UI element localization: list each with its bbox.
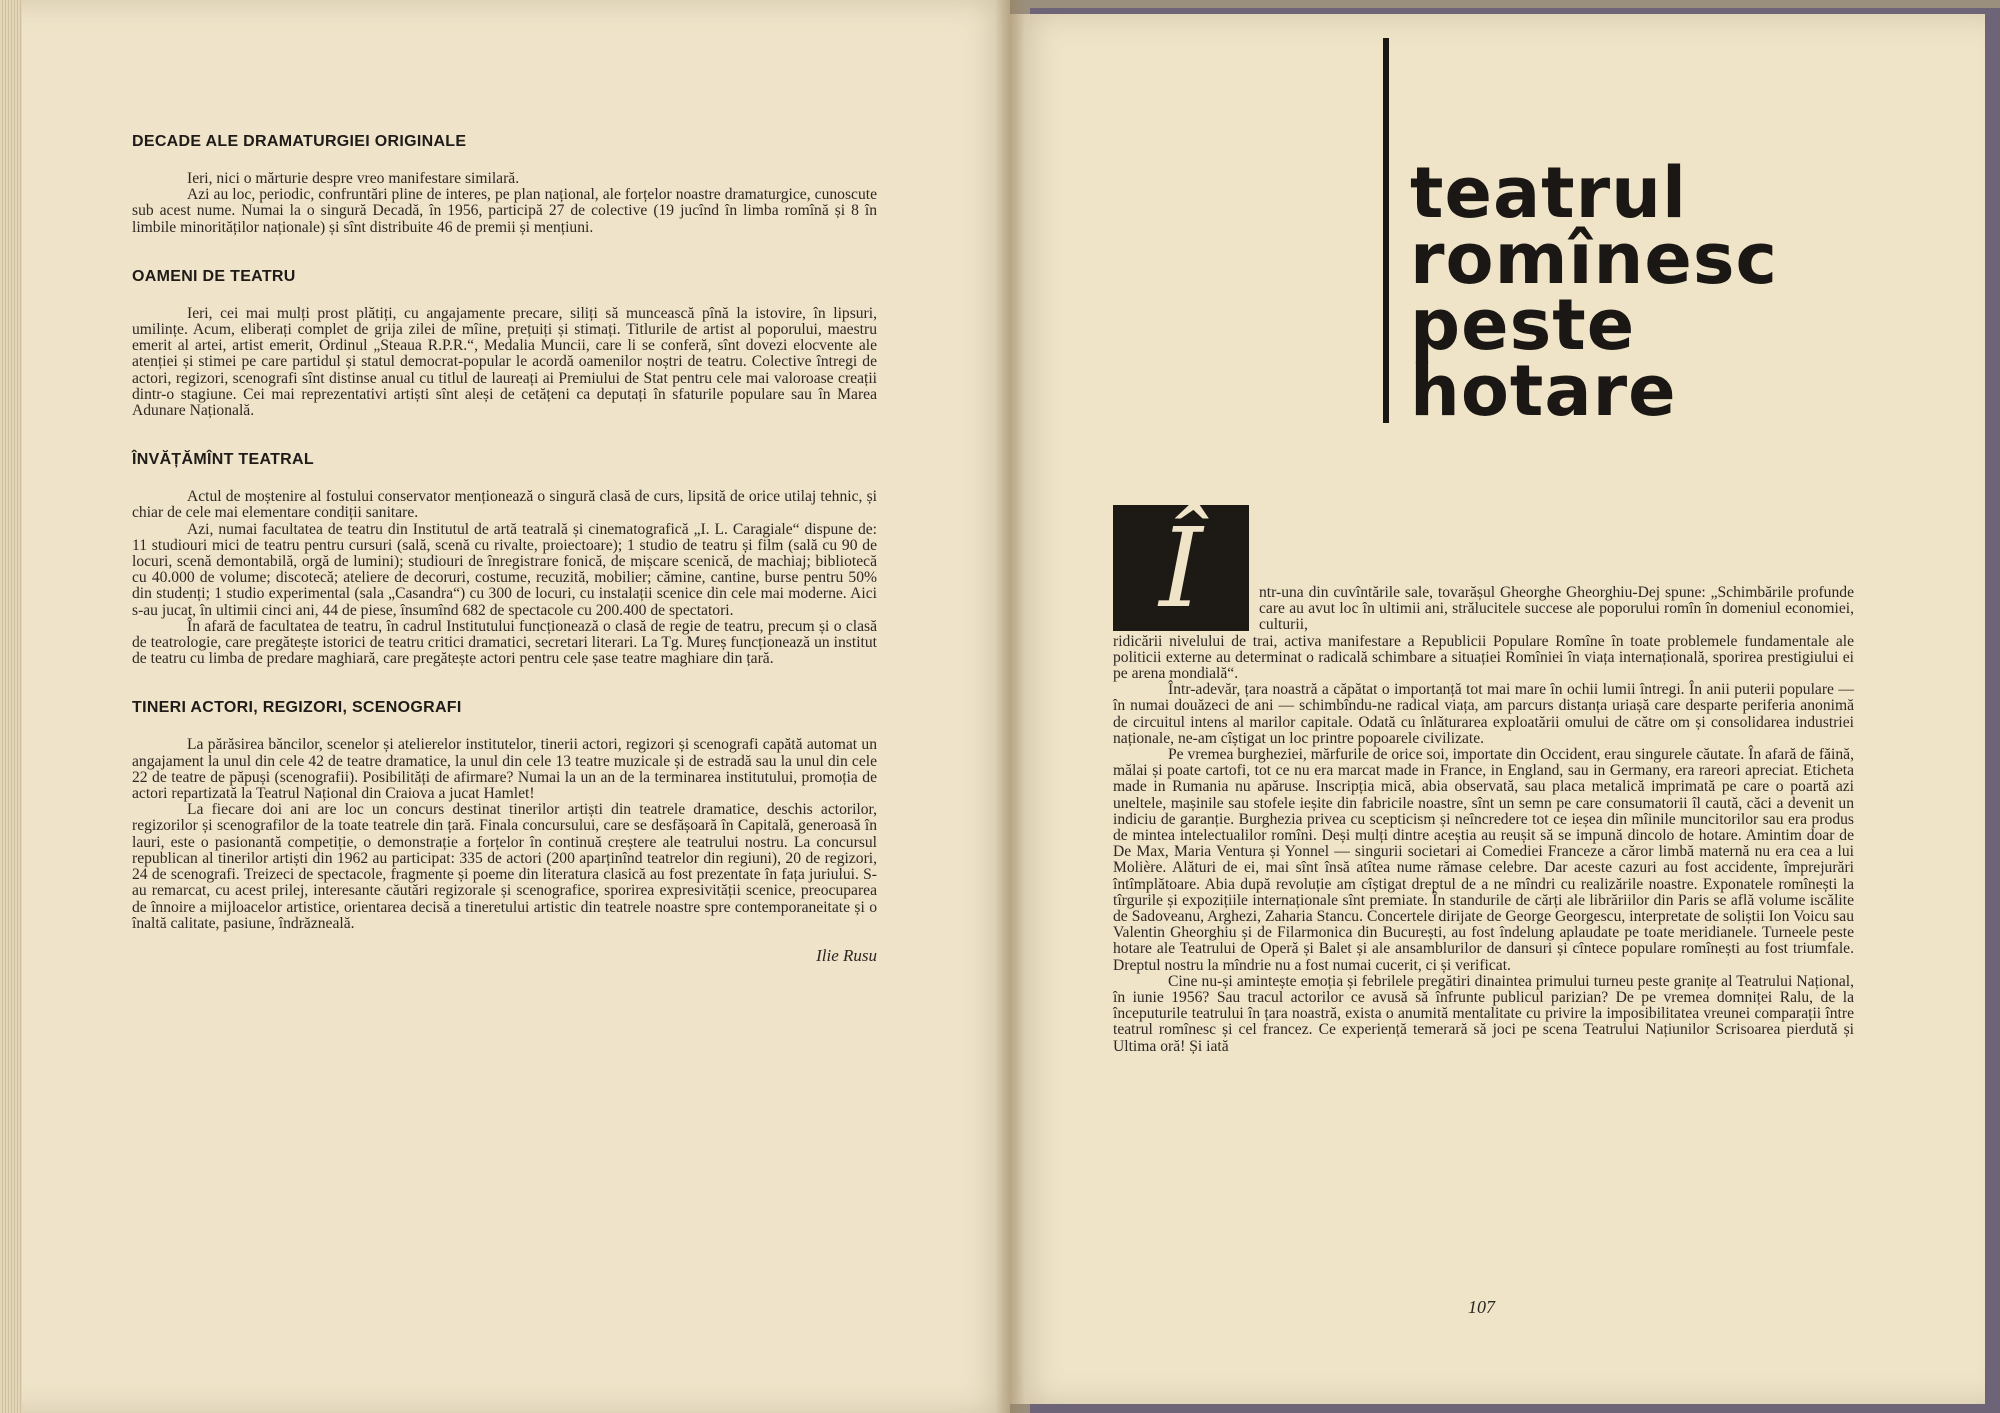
paragraph: Pe vremea burgheziei, mărfurile de orice soi, importate din Occident, erau singurele căutate. În afară de făină, mălai și poate cartofi, tot ce nu era marcat made in France, in England, sau in Germany, era rareori apreciat. Eticheta made in Rumania nu apăruse. Inscripția mică, abia observată, sau placa metalică imprimată pe care o poartă azi uneltele, mașinile sau stofele ieșite din fabricile noastre, sînt un semn pe care consumatorii îl caută, căci a devenit un indiciu de garanție. Burghezia privea cu scepticism și neîncredere tot ce ieșea din mîinile muncitorilor sau era produs de mintea intelectualilor romîni. Deși mulți dintre aceștia au reușit să se impună dincolo de hotare. Amintim doar de De Max, Maria Ventura și Yonnel — singurii societari ai Comediei Franceze a căror limbă maternă nu era cea a lui Molière. Alături de ei, mai sînt însă atîtea nume rămase celebre. Dar aceste cazuri au fost accidente, împrejurări întîmplătoare. Abia după revoluție am cîștigat dreptul de a ne mîndri cu realizările noastre. Exponatele romînești la tîrgurile și expozițiile internaționale sînt premiate. În standurile de cărți ale librăriilor din Paris se află volume iscălite de Sadoveanu, Arghezi, Zaharia Stancu. Concertele dirijate de George Georgescu, interpretate de soliștii Ion Voicu sau Valentin Gheorghiu și de Filarmonica din București, au fost îndelung aplaudate pe toate meridianele. Turneele peste hotare ale Teatrului de Operă și Balet și ale ansamblurilor de dansuri și cîntece populare romînești au fost triumfale. Dreptul nostru la mîndrie nu a fost numai cucerit, ci și verificat. [1113,746,1854,974]
section-decade [132,133,877,236]
title-line: teatrul [1410,152,1687,234]
paragraph: Azi, numai facultatea de teatru din Institutul de artă teatrală și cinematografică „I. L. Caragiale“ dispune de: 11 studiouri mici de teatru pentru cursuri (sală, scenă cu rivalte, proiectoare); 1 studio de teatru și film (sală cu 90 de locuri, scenă demontabilă, orgă de lumini); studiouri de înregistrare fonică, de mișcare scenică, de machiaj; bibliotecă cu 40.000 de volume; discotecă; ateliere de decoruri, costume, recuzită, mobilier; cămine, cantine, burse pentru 50% din studenți; 1 studio experimental (sala „Casandra“) cu 300 de locuri, cu instalații scenice din cele mai moderne. Aici s-au jucat, în ultimii cinci ani, 44 de piese, însumînd 682 de spectacole cu 200.400 de spectatori. [132,520,877,619]
title-line: peste [1410,284,1636,366]
paragraph: În afară de facultatea de teatru, în cadrul Institutului funcționează o clasă de regie de teatru, precum și o clasă de teatrologie, care pregătește istorici de teatru critici dramatici, secretari literari. La Tg. Mureș funcționează un institut de teatru cu limba de predare maghiară, care pregătește actori pentru cele șase teatre maghiare din țară. [132,617,877,668]
title-vertical-rule [1383,38,1389,423]
paragraph: Azi au loc, periodic, confruntări pline de interes, pe plan național, ale forțelor noastre dramaturgice, cunoscute sub acest nume. Numai la o singură Decadă, în 1956, participă 27 de colective (19 jucînd în limba romînă și 8 în limbile minorităților naționale) și sînt distribuite 46 de premii și mențiuni. [132,186,877,236]
section-title: ÎNVĂȚĂMÎNT TEATRAL [132,451,314,469]
left-article-column [132,133,877,998]
drop-cap: Î [1113,505,1249,631]
paragraph: ridicării nivelului de trai, activa manifestare a Republicii Populare Romîne în toate problemele fundamentale ale politicii externe au determinat o radicală schimbare a situației Romîniei în viața internațională, sporirea prestigiului ei pe arena mondială“. [1113,632,1854,683]
right-article-column [1113,585,1854,1055]
paragraph: Cine nu-și amintește emoția și febrilele pregătiri dinaintea primului turneu peste granițe al Teatrului Național, în iunie 1956? Sau tracul actorilor ce avusă să înfrunte publicul parizian? De pe vremea domniței Ralu, de la începuturile teatrului în țara noastră, exista o anumită mentalitate cu privire la imposibilitatea vreunei comparații între teatrul romînesc și cel francez. Ce experiență temerară să joci pe scena Teatrului Națiunilor Scrisoarea pierdută și Ultima oră! Și iată [1113,972,1854,1055]
section-title: OAMENI DE TEATRU [132,267,296,285]
article-title [1410,152,1970,432]
section-tineri [132,699,877,965]
paragraph: La fiecare doi ani are loc un concurs destinat tinerilor artiști din teatrele dramatice, deschis actorilor, regizorilor și scenografilor de la toate teatrele din țară. Finala concursului, care se desfășoară în Capitală, generoasă în lauri, este o pasionantă competiție, o demonstrație a forțelor în continuă creștere ale teatrului nostru. La concursul republican al tinerilor artiști din 1962 au participat: 335 de actori (200 aparținînd teatrelor din regiuni), 20 de regizori, 24 de scenografi. Treizeci de spectacole, fragmente și poeme din literatura clasică au fost prezentate în fața juriului. S-au remarcat, cu acest prilej, interesante căutări regizorale și scenografice, sporirea expresivității scenice, preocuparea de înnoire a mijloacelor artistice, orientarea decisă a tineretului artistic din teatrele noastre spre contemporaneitate și o înaltă calitate, pasiune, îndrăzneală. [132,801,877,932]
paragraph: La părăsirea băncilor, scenelor și atelierelor institutelor, tinerii actori, regizori și scenografi capătă automat un angajament la unul din cele 42 de teatre dramatice, la unul din cele 13 teatre muzicale și de estradă sau la unul din cele 22 de teatre de păpuși (scenografii). Posibilități de afirmare? Numai la un an de la terminarea institutului, promoția de actori repartizată la Teatrul Național din Craiova a jucat Hamlet! [132,736,877,803]
title-line: hotare [1410,350,1677,432]
page-edges [0,0,22,1413]
section-oameni [132,268,877,419]
book-gutter [995,0,1025,1413]
paragraph: Ieri, cei mai mulți prost plătiți, cu angajamente precare, siliți să muncească pînă la istovire, în lipsuri, umilințe. Acum, eliberați complet de grija zilei de mîine, prețuiți și stimați. Titlurile de artist al poporului, maestru emerit al artei, artist emerit, Ordinul „Steaua R.P.R.“, Medalia Muncii, care li se conferă, sînt dovezi elocvente ale atenției și stimei pe care partidul și statul democrat-popular le acordă oamenilor noștri de teatru. Colective întregi de actori, regizori, scenografi sînt distinse anual cu titlul de laureați ai Premiului de Stat pentru cele mai valoroase creații dintr-o stagiune. Cei mai reprezentativi artiști sînt aleși de cetățeni ca deputați în sfaturile populare sau în Marea Adunare Națională. [132,304,877,420]
paragraph: Ieri, nici o mărturie despre vreo manifestare similară. [187,170,520,187]
page-number: 107 [1468,1297,1495,1317]
section-invatamint [132,451,877,667]
paragraph: Într-adevăr, țara noastră a căpătat o importanță tot mai mare în ochii lumii întregi. În anii puterii populare — în numai douăzeci de ani — schimbîndu-ne radical viața, am parcurs distanța uriașă care desparte periferia anonimă de circuitul intens al marilor capitale. Odată cu înlăturarea exploatării omului de către om și consolidarea industriei naționale, ne-am cîștigat un loc printre popoarele civilizate. [1113,681,1854,747]
opening-lines: ntr-una din cuvîntările sale, tovarășul Gheorghe Gheorghiu-Dej spune: „Schimbările profunde care au avut loc în ultimii ani, strălucitele succese ale poporului romîn în domeniul economiei, culturii, [1259,584,1854,634]
title-line: romînesc [1410,218,1779,300]
section-title: DECADE ALE DRAMATURGIEI ORIGINALE [132,133,467,150]
section-title: TINERI ACTORI, REGIZORI, SCENOGRAFI [132,699,462,717]
author-signature: Ilie Rusu [816,945,877,965]
paragraph: Actul de moștenire al fostului conservator menționează o singură clasă de curs, lipsită de orice utilaj tehnic, și chiar de cele mai elementare condiții sanitare. [132,488,877,522]
